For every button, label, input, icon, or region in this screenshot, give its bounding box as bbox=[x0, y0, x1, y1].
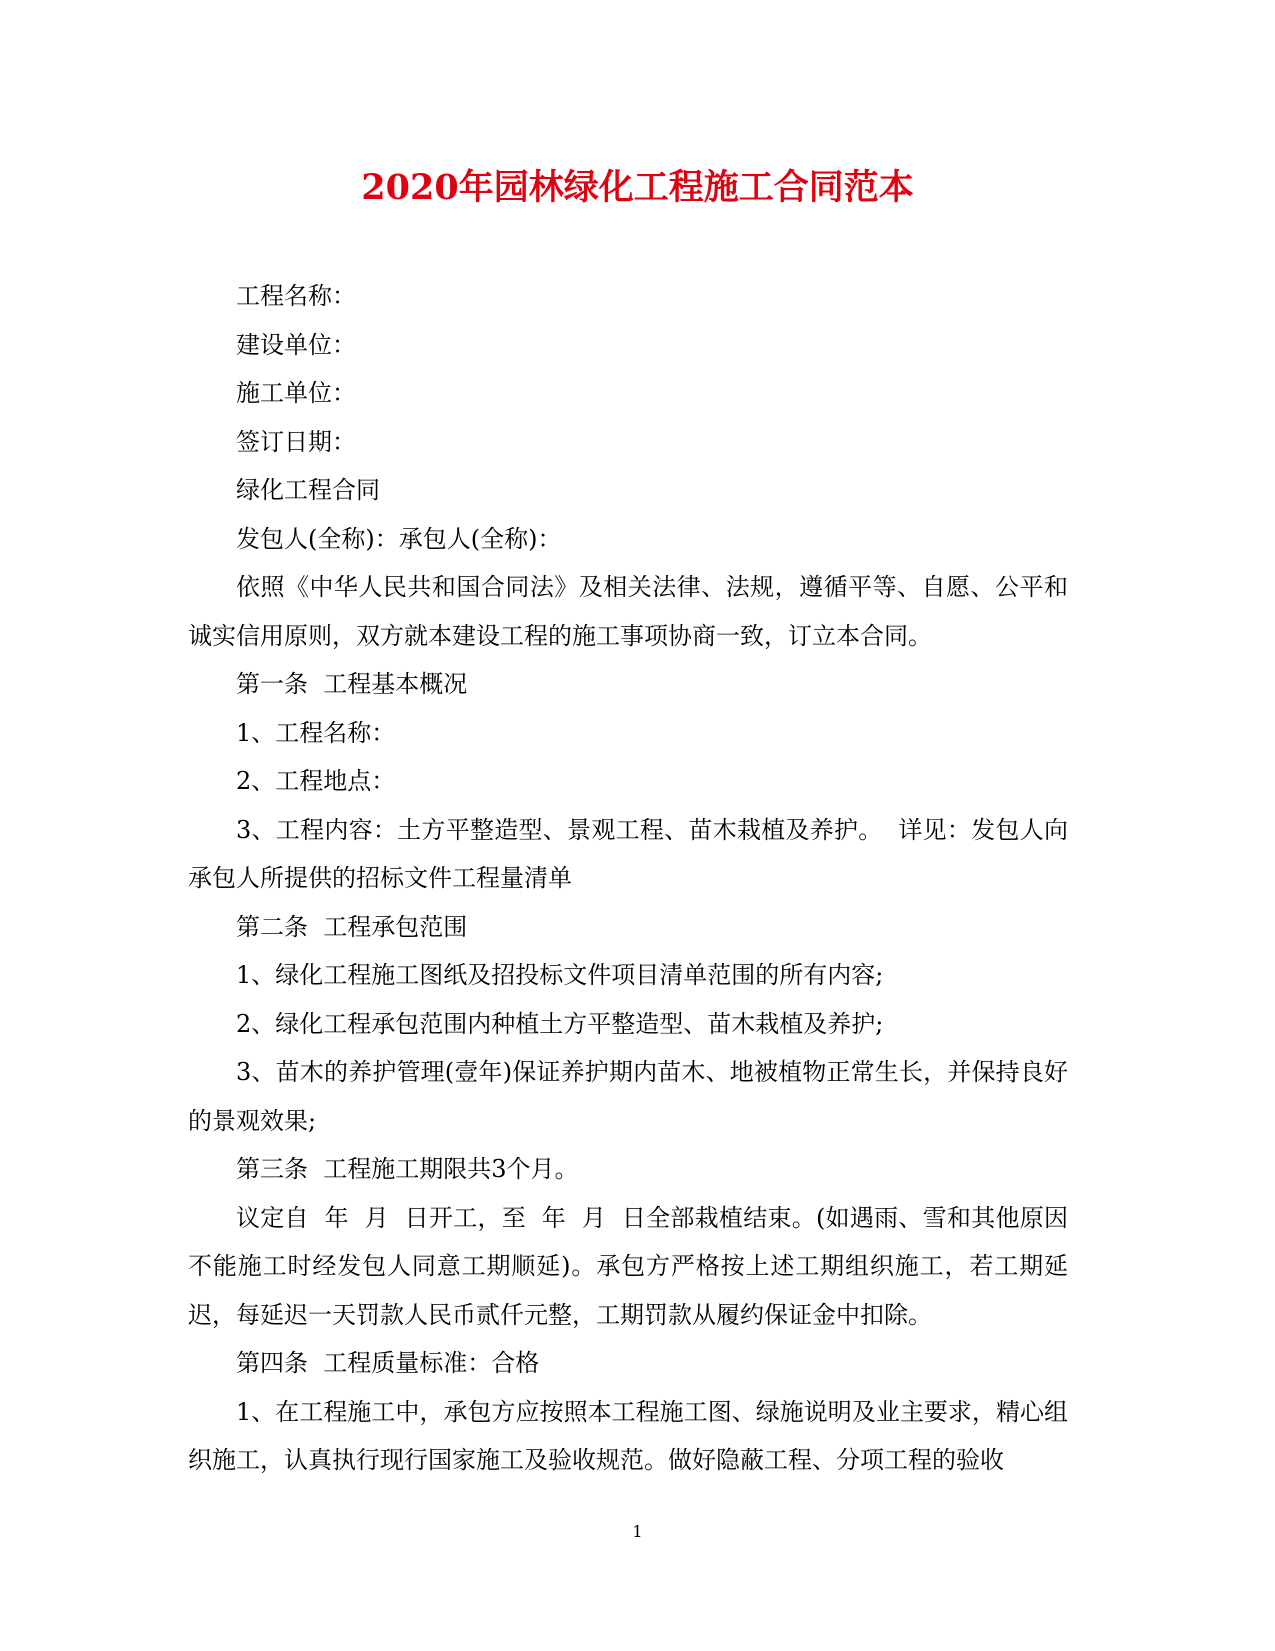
article-1-heading: 第一条 工程基本概况 bbox=[236, 670, 468, 698]
article-2-item-1: 1、绿化工程施工图纸及招投标文件项目清单范围的所有内容; bbox=[236, 961, 884, 989]
article-4-heading: 第四条 工程质量标准：合格 bbox=[236, 1349, 540, 1377]
page-number: 1 bbox=[632, 1522, 643, 1541]
paragraph-contractor-unit: 施工单位： bbox=[236, 379, 356, 407]
paragraph-parties: 发包人(全称)：承包人(全称)： bbox=[236, 524, 562, 553]
paragraph-client-unit: 建设单位： bbox=[236, 330, 356, 359]
paragraph-project-name: 工程名称： bbox=[236, 282, 356, 310]
article-3-heading: 第三条 工程施工期限共3个月。 bbox=[236, 1155, 579, 1183]
document-title: 2020年园林绿化工程施工合同范本 bbox=[361, 167, 914, 208]
article-2-item-2: 2、绿化工程承包范围内种植土方平整造型、苗木栽植及养护; bbox=[236, 1009, 884, 1038]
paragraph-contract-heading: 绿化工程合同 bbox=[236, 476, 380, 504]
article-1-item-3: 3、工程内容：土方平整造型、景观工程、苗木栽植及养护。 详见：发包人向承包人所提供的招标文件工程量清单 bbox=[188, 815, 1068, 892]
article-1-item-1: 1、工程名称： bbox=[236, 718, 396, 747]
article-1-item-2: 2、工程地点： bbox=[236, 767, 396, 795]
article-3-schedule: 议定自 年 月 日开工，至 年 月 日全部栽植结束。(如遇雨、雪和其他原因不能施工时经发包人同意工期顺延)。承包方严格按上述工期组织施工，若工期延迟，每延迟一天罚款人民币贰仟元整，工期罚款从履约保证金中扣除。 bbox=[188, 1203, 1068, 1329]
article-2-heading: 第二条 工程承包范围 bbox=[236, 912, 468, 941]
paragraph-signing-date: 签订日期： bbox=[236, 427, 356, 456]
paragraph-preamble: 依照《中华人民共和国合同法》及相关法律、法规，遵循平等、自愿、公平和诚实信用原则，双方就本建设工程的施工事项协商一致，订立本合同。 bbox=[188, 573, 1068, 650]
document-body bbox=[188, 272, 1068, 1485]
article-4-item-1: 1、在工程施工中，承包方应按照本工程施工图、绿施说明及业主要求，精心组织施工，认真执行现行国家施工及验收规范。做好隐蔽工程、分项工程的验收 bbox=[188, 1397, 1068, 1474]
article-2-item-3: 3、苗木的养护管理(壹年)保证养护期内苗木、地被植物正常生长，并保持良好的景观效果; bbox=[188, 1058, 1068, 1135]
